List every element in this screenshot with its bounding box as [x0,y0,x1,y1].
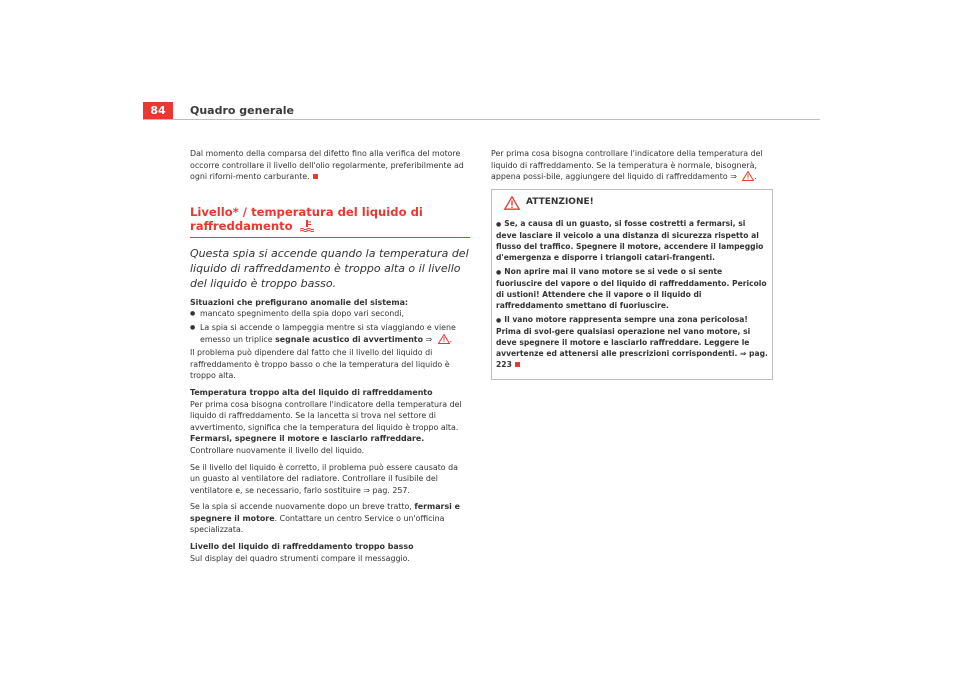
warning-item: ● Se, a causa di un guasto, si fosse costretti a fermarsi, si deve lasciare il veicolo a una distanza di sicurezza rispetto al flusso del traffico. Spegnere il motore, accendere il lampeggio d'emergenza e disporre i triangoli catari-frangenti. [496,218,764,262]
paragraph: Per prima cosa bisogna controllare l'indicatore della temperatura del liquido di raffreddamento. Se la lancetta si trova nel settore di avvertimento, significa che la temperatura del liquido è troppo alta. Fermarsi, spegnere il motore e lasciarlo raffreddare. Controllare nuovamente il livello del liquido. [190,399,462,455]
subheading-temp-high: Temperatura troppo alta del liquido di raffreddamento [190,387,433,397]
warning-box [491,189,773,380]
warning-triangle-icon [504,196,520,210]
subheading-anomalies: Situazioni che prefigurano anomalie del sistema: [190,297,409,307]
page-number: 84 [143,102,173,119]
section-intro: Questa spia si accende quando la temperatura del liquido di raffreddamento è troppo alta o il livello del liquido è troppo basso. [190,246,469,290]
header-divider [143,119,820,120]
paragraph: Se il livello del liquido è corretto, il problema può essere causato da un guasto al ventilatore del radiatore. Controllare il fusibile del ventilatore e, se necessario, farlo sostituire ⇒ pag. 257. [190,462,458,495]
subheading-level-low: Livello del liquido di raffreddamento troppo basso [190,542,414,552]
end-mark-icon [515,362,520,367]
warning-header [504,196,768,210]
paragraph: Il problema può dipendere dal fatto che il livello del liquido di raffreddamento è troppo basso o che la temperatura del liquido è troppo alta. [190,348,450,381]
intro-paragraph: Dal momento della comparsa del difetto fino alla verifica del motore occorre controllare il livello dell'olio regolarmente, preferibilmente ad ogni riforni-mento carburante. [190,149,464,182]
right-column [491,148,771,380]
paragraph: Se la spia si accende nuovamente dopo un breve tratto, fermarsi e spegnere il motore. Contattare un centro Service o un'officina specializzata. [190,502,460,535]
section-title: Livello* / temperatura del liquido di raffreddamento [190,204,423,233]
warning-item: ● Non aprire mai il vano motore se si vede o si sente fuoriuscire del vapore o del liquido di raffreddamento. Pericolo di ustioni! Attendere che il vapore o il liquido di raffreddamento smettano di fuoriuscire. [496,266,767,310]
list-item: ● La spia si accende o lampeggia mentre si sta viaggiando e viene emesso un triplice segnale acustico di avvertimento ⇒ . [190,322,470,345]
section-divider [190,237,470,238]
warning-triangle-icon [438,334,450,344]
page-title: Quadro generale [190,104,294,117]
warning-item: ● Il vano motore rappresenta sempre una zona pericolosa! Prima di svol-gere qualsiasi operazione nel vano motore, si deve spegnere il motore e lasciarlo raffreddare. Leggere le avvertenze ed attenersi alle prescrizioni corrispondenti. ⇒ pag. 223 [496,314,768,369]
list-item: ● mancato spegnimento della spia dopo vari secondi, [190,308,470,320]
coolant-temperature-icon [300,220,314,232]
paragraph: Sul display del quadro strumenti compare il messaggio. [190,553,410,563]
paragraph: Per prima cosa bisogna controllare l'indicatore della temperatura del liquido di raffreddamento. Se la temperatura è normale, bisognerà, appena possi-bile, aggiungere del liquido di raffreddamento ⇒ . [491,149,763,182]
warning-title: ATTENZIONE! [526,196,594,207]
end-mark-icon [313,174,318,179]
left-column [190,148,470,569]
warning-triangle-icon [742,171,754,181]
